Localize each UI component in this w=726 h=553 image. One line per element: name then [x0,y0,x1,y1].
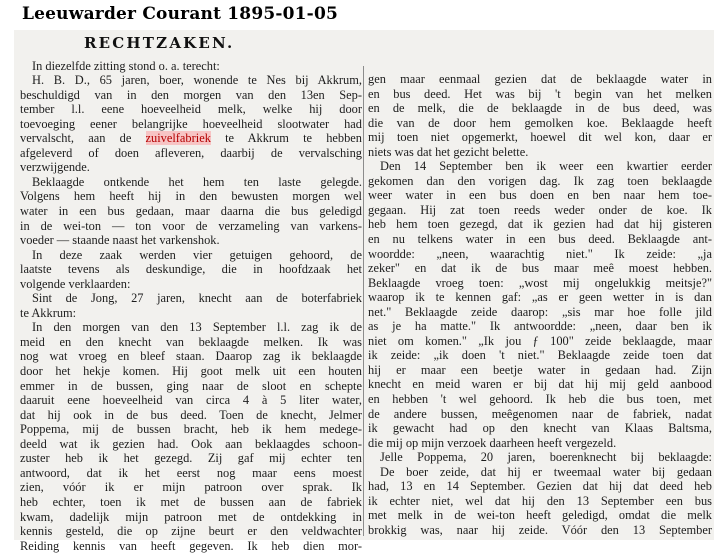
text-line: door het hekje komen. Hij goot melk uit een houten [20,364,362,379]
text-line: emmer in de bussen, ging naar de sloot en schepte [20,378,362,393]
text-line: volgende verklaarden: [20,276,131,291]
highlighted-term: zuivelfabriek [145,131,211,146]
text-line: kennis gesteld, die op zijne beurt er den veldwachter [20,524,362,539]
text-line: heb echter, toen ik met de bussen aan de fabriek [20,494,362,509]
text-line: Sint de Jong, 27 jaren, knecht aan de boterfabriek [32,291,362,306]
text-line: afgeleverd of doen afleveren, daarbij de vervalsching [20,145,362,160]
text-line: heb hem toen gezegd, dat ik gezien had dat hij gisteren [368,217,712,232]
text-line: zuster heb ik het gezegd. Zij gaf mij echter ten [20,451,362,466]
text-line: as je ha matte." Ik antwoordde: „neen, daar ben ik [368,319,712,334]
text-line: en nu telkens water in een bus deed. Beklaagde ant- [368,232,712,247]
text-line: In diezelfde zitting stond o. a. terecht: [32,58,220,73]
text-line: gekomen dan den vorigen dag. Ik zag toen beklaagde [368,173,712,188]
text-line: die van de door hem gemolken koe. Beklaagde heeft [368,115,712,130]
text-line: H. B. D., 65 jaren, boer, wonende te Nes bij Akkrum, [32,73,362,88]
text-line: brokkig was, naar hij zeide. Vóór den 13 September [368,522,712,537]
text-line: tember l.l. eene hoeveelheid melk, welke hij door [20,102,362,117]
text-line: De boer zeide, dat hij er tweemaal water bij gedaan [380,464,712,479]
text-line: meid en den knecht van beklaagde melken. Ik was [20,334,362,349]
text-line: Beklaagde vroeg toen: „wost mij ongelukkig meitsje?" [368,275,712,290]
text-line: met melk in de wei-ton heeft geledigd, omdat die melk [368,508,712,523]
text-line: en hebben 't wel gehoord. Ik heb die bus toen, met [368,392,712,407]
column-right-text [368,72,712,538]
text-line: Jelle Poppema, 20 jaren, boerenknecht bij beklaagde: [380,450,712,465]
text-line: knecht en meid waren er bij dat hij mij geld aanbood [368,377,712,392]
text-line: gen maar eenmaal gezien dat de beklaagde water in [368,72,712,86]
text-line: ik zeide: „ik doen 't niet." Beklaagde zeide toen dat [368,348,712,363]
text-line: in de wei-ton — ton voor de verzameling van varkens- [20,218,362,233]
column-right [368,72,712,538]
text-line: nog wat vroeg en bleef staan. Daarop zag ik beklaagde [20,349,362,364]
text-line: niets was dat het gezicht belette. [368,144,529,159]
text-line: beschuldigd van in den morgen van den 13en Sep- [20,87,362,102]
text-line: en bus deed. Het was bij 't begin van het melken [368,86,712,101]
text-line: hij er maar een beetje water in gedaan had. Zijn [368,362,712,377]
text-line: zeker" en dat ik de bus maar meê moest hebben. [368,261,712,276]
text-line: te Akkrum: [20,305,77,320]
text-line: mij toen niet opgemerkt, hoewel dit wel kon, daar er [368,130,712,145]
text-line: Poppema, mij de bussen bracht, heb ik hem medege- [20,422,362,437]
text-line: weer water in een bus doen en ben naar hem toe- [368,188,712,203]
text-line: antwoord, dat ik het eerst nog maar eens moest [20,465,362,480]
column-left-text [20,59,362,553]
text-line: en de melk, die de beklaagde in de bus deed, was [368,101,712,116]
text-line: Den 14 September ben ik weer een kwartier eerder [380,159,712,174]
text-line: had, 13 en 14 September. Gezien dat hij dat deed heb [368,479,712,494]
text-line: waarop ik te kennen gaf: „as er geen wetter in is dan [368,290,712,305]
text-line: water in een bus gedaan, maar daarna die bus geledigd [20,204,362,219]
text-line: Volgens hem heeft hij in den bewusten morgen wel [20,189,362,204]
article-heading: RECHTZAKEN. [84,34,235,52]
text-line: niet om komen." „Ik jou ƒ 100" zeide beklaagde, maar [368,333,712,348]
text-line: Beklaagde ontkende het hem ten laste gelegde. [32,174,362,189]
newspaper-source-title: Leeuwarder Courant 1895-01-05 [22,4,339,24]
text-line: zien, vóór ik er mijn patroon over sprak. Ik [20,480,362,495]
text-line: voeder — staande naast het varkenshok. [20,233,220,248]
text-line: Reiding kennis van heeft gegeven. Ik heb dien mor- [20,538,362,553]
text-line: deeld wat ik gezien had. Ook aan beklaagdes schoon- [20,436,362,451]
text-line: net." Beklaagde zeide daarop: „sis mar hoe folle jild [368,304,712,319]
text-line: In deze zaak werden vier getuigen gehoord, de [32,247,362,262]
text-line: kwam, dadelijk mijn patroon met de ontdekking in [20,509,362,524]
text-line: dat hij ook in de bus deed. Toen de knecht, Jelmer [20,407,362,422]
text-line: gegaan. Hij zat toen reeds weder onder de koe. Ik [368,202,712,217]
text-line: vervalscht, aan de zuivelfabriek te Akkrum te hebben [20,131,363,146]
text-line: daaruit eene hoeveelheid van circa 4 à 5 liter water, [20,393,362,408]
text-line: die mij op mijn verzoek daarheen heeft vergezeld. [368,435,617,450]
text-line: woordde: „neen, waarachtig niet." Ik zeide: „ja [368,246,712,261]
text-line: ik gewacht had op den knecht van Klaas Baltsma, [368,421,712,436]
text-line: ik echter niet, wel dat hij den 13 September een bus [368,493,712,508]
text-line: de andere bussen, meêgenomen naar de fabriek, nadat [368,406,712,421]
column-divider [363,66,364,536]
newspaper-clipping [14,30,714,553]
text-line: verzwijgende. [20,160,90,175]
text-line: toevoeging eener belangrijke hoeveelheid slootwater had [20,116,362,131]
column-left [20,34,362,553]
text-line: In den morgen van den 13 September l.l. zag ik de [32,320,362,335]
text-line: laatste tevens als deskundige, die in hoofdzaak het [20,262,362,277]
